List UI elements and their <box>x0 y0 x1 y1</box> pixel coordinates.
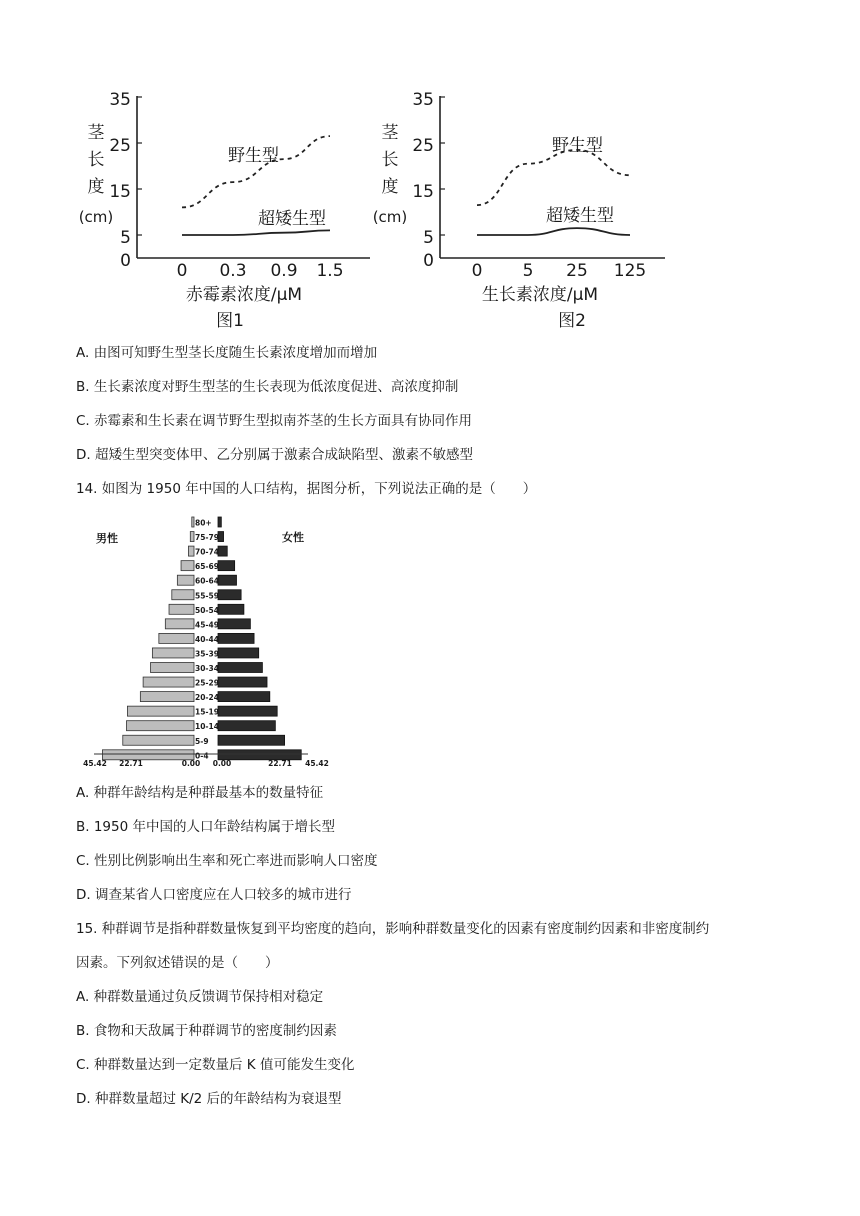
male-bar <box>188 546 194 556</box>
fig2-xtick-label: 25 <box>566 261 588 281</box>
age-group-label: 65-69 <box>195 562 219 572</box>
q13-option-d: D. 超矮生型突变体甲、乙分别属于激素合成缺陷型、激素不敏感型 <box>76 447 473 463</box>
female-bar <box>218 706 277 716</box>
fig1-dwarf-label: 超矮生型 <box>258 209 326 229</box>
male-bar <box>165 619 194 629</box>
pyramid-legend-male: 男性 <box>96 532 118 545</box>
fig1-xtick-label: 0 <box>176 261 188 281</box>
q15-option-c: C. 种群数量达到一定数量后 K 值可能发生变化 <box>76 1057 355 1073</box>
male-bar <box>172 590 194 600</box>
age-group-label: 40-44 <box>195 634 219 644</box>
q14-option-c: C. 性别比例影响出生率和死亡率进而影响人口密度 <box>76 853 378 869</box>
male-bar <box>181 561 194 571</box>
fig2-ytick-label: 35 <box>412 90 434 110</box>
pyramid-legend-female: 女性 <box>282 531 304 544</box>
q14-stem: 14. 如图为 1950 年中国的人口结构，据图分析，下列说法正确的是（ ） <box>76 481 537 497</box>
age-group-label: 50-54 <box>195 605 219 615</box>
pyramid-xtick-label: 45.42 <box>83 759 107 768</box>
q15-stem-line2: 因素。下列叙述错误的是（ ） <box>76 955 279 971</box>
q15-option-d: D. 种群数量超过 K/2 后的年龄结构为衰退型 <box>76 1091 342 1107</box>
fig1-xtick-label: 0.3 <box>219 261 247 281</box>
population-pyramid <box>76 508 336 772</box>
female-bar <box>218 561 235 571</box>
age-group-label: 30-34 <box>195 664 219 673</box>
fig1-ylabel-1: 茎 <box>87 123 105 143</box>
female-bar <box>218 648 259 658</box>
age-group-label: 60-64 <box>195 576 219 586</box>
male-bar <box>169 604 194 614</box>
fig1-xticks <box>177 261 344 281</box>
fig1-dwarf-line <box>182 230 330 235</box>
q13-option-c: C. 赤霉素和生长素在调节野生型拟南芥茎的生长方面具有协同作用 <box>76 413 473 429</box>
q14-option-a: A. 种群年龄结构是种群最基本的数量特征 <box>76 785 324 801</box>
fig1-xtick-label: 0.9 <box>270 261 298 281</box>
male-bar <box>102 750 194 760</box>
q13-option-a: A. 由图可知野生型茎长度随生长素浓度增加而增加 <box>76 345 378 361</box>
fig2-xticks <box>472 261 647 281</box>
female-bar <box>218 575 237 585</box>
age-group-label: 0-4 <box>195 751 209 761</box>
fig2-ylabel-3: 度 <box>381 177 399 197</box>
female-bar <box>218 590 241 600</box>
fig1-ylabel-3: 度 <box>87 177 105 197</box>
female-bar <box>218 692 270 702</box>
pyramid-xtick-label: 22.71 <box>119 759 143 768</box>
fig1-ytick-label: 25 <box>109 136 131 156</box>
male-bar <box>143 677 194 687</box>
fig2-ytick-label: 15 <box>412 182 434 202</box>
pyramid-x-ticks <box>83 759 329 768</box>
age-group-label: 80+ <box>195 518 212 528</box>
pyramid-age-labels <box>195 519 219 761</box>
fig2-ytick-label: 0 <box>423 251 434 271</box>
fig1-xlabel: 赤霉素浓度/μM <box>185 285 303 305</box>
male-bar <box>159 633 194 643</box>
female-bar <box>218 677 267 687</box>
fig2-ylabel-2: 长 <box>381 150 399 170</box>
fig1-caption: 图1 <box>216 311 244 331</box>
female-bar <box>218 735 285 745</box>
male-bar <box>177 575 194 585</box>
female-bar <box>218 619 250 629</box>
pyramid-xtick-label: 0.00 <box>181 759 201 768</box>
q15-option-b: B. 食物和天敌属于种群调节的密度制约因素 <box>76 1023 337 1039</box>
fig1-wild-label: 野生型 <box>228 146 279 166</box>
fig2-xtick-label: 125 <box>613 261 647 281</box>
age-group-label: 5-9 <box>195 736 209 746</box>
female-bar <box>218 604 244 614</box>
male-bar <box>192 517 194 527</box>
figure-2 <box>373 90 665 331</box>
q15-stem-line1: 15. 种群调节是指种群数量恢复到平均密度的趋向，影响种群数量变化的因素有密度制约因素和非密度制约 <box>76 921 710 937</box>
fig2-xtick-label: 5 <box>522 261 534 281</box>
q13-option-b: B. 生长素浓度对野生型茎的生长表现为低浓度促进、高浓度抑制 <box>76 379 459 395</box>
pyramid-xtick-label: 22.71 <box>268 759 292 768</box>
female-bar <box>218 546 227 556</box>
age-group-label: 70-74 <box>195 547 219 557</box>
pyramid-xtick-label: 0.00 <box>212 759 232 768</box>
fig2-caption: 图2 <box>558 311 586 331</box>
male-bar <box>123 735 194 745</box>
female-bar <box>218 663 262 673</box>
q14-option-d: D. 调查某省人口密度应在人口较多的城市进行 <box>76 887 352 903</box>
hormone-figures <box>0 0 860 340</box>
male-bar <box>190 532 194 542</box>
fig2-dwarf-line <box>477 228 630 235</box>
age-group-label: 10-14 <box>195 722 219 732</box>
female-bar <box>218 721 275 731</box>
fig1-ytick-label: 15 <box>109 182 131 202</box>
age-group-label: 55-59 <box>195 591 219 601</box>
age-group-label: 25-29 <box>195 678 219 688</box>
fig2-ytick-label: 5 <box>423 228 434 248</box>
male-bar <box>126 721 194 731</box>
female-bar <box>218 633 254 643</box>
age-group-label: 20-24 <box>195 693 219 703</box>
fig2-ytick-label: 25 <box>412 136 434 156</box>
fig1-ytick-label: 35 <box>109 90 131 110</box>
fig1-xtick-label: 1.5 <box>316 261 344 281</box>
fig2-wild-label: 野生型 <box>552 136 603 156</box>
male-bar <box>127 706 194 716</box>
fig2-ylabel-1: 茎 <box>381 123 399 143</box>
pyramid-xtick-label: 45.42 <box>305 759 329 768</box>
age-group-label: 45-49 <box>195 620 219 630</box>
fig1-ytick-label: 5 <box>120 228 131 248</box>
female-bar <box>218 517 221 527</box>
fig1-ylabel-2: 长 <box>87 150 105 170</box>
fig2-xlabel: 生长素浓度/μM <box>481 285 599 305</box>
fig2-dwarf-label: 超矮生型 <box>546 206 614 226</box>
q15-option-a: A. 种群数量通过负反馈调节保持相对稳定 <box>76 989 324 1005</box>
age-group-label: 35-39 <box>195 649 219 659</box>
fig1-ytick-label: 0 <box>120 251 131 271</box>
age-group-label: 15-19 <box>195 707 219 717</box>
fig2-xtick-label: 0 <box>471 261 483 281</box>
age-group-label: 75-79 <box>195 533 219 543</box>
fig2-ylabel-4: (cm) <box>372 208 408 226</box>
male-bar <box>151 663 194 673</box>
fig2-wild-line <box>477 150 630 205</box>
fig1-ylabel-4: (cm) <box>78 208 114 226</box>
male-bar <box>140 692 194 702</box>
q14-option-b: B. 1950 年中国的人口年龄结构属于增长型 <box>76 819 335 835</box>
male-bar <box>152 648 194 658</box>
figure-1 <box>79 90 370 331</box>
